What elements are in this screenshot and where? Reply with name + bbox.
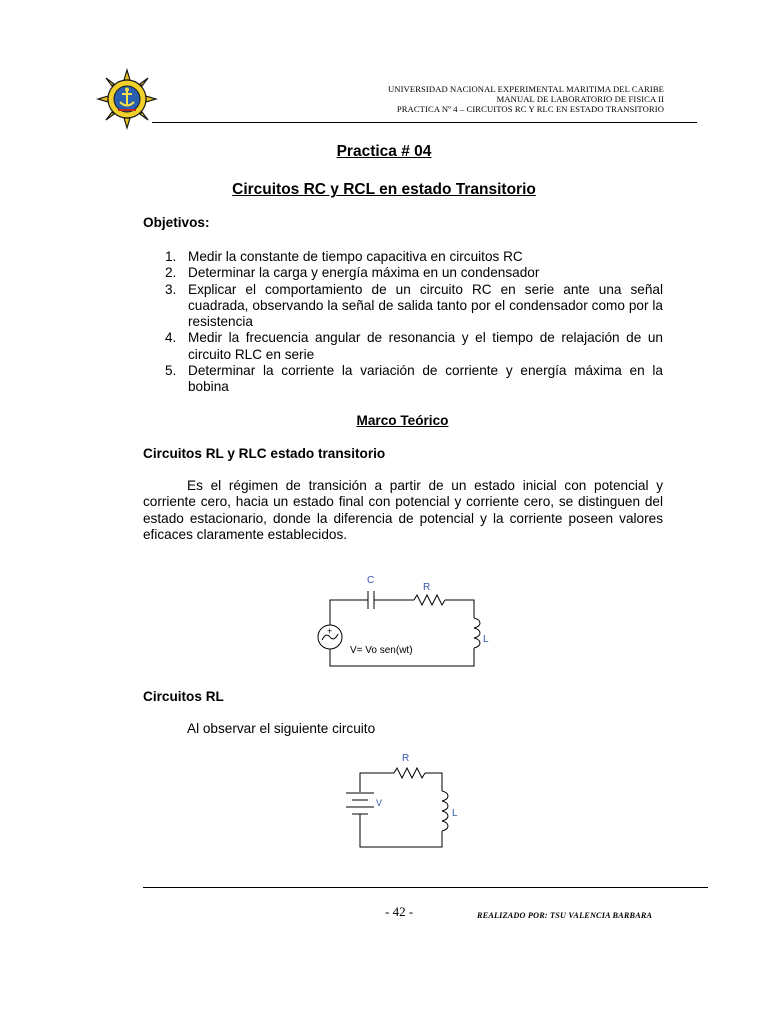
- list-text: Medir la frecuencia angular de resonancia y el tiempo de relajación de un circuito RLC en serie: [188, 330, 663, 362]
- list-number: 3.: [165, 281, 177, 297]
- capacitor-label: C: [367, 575, 375, 586]
- marco-teorico-heading: Marco Teórico: [356, 413, 449, 428]
- source-plus-label: +: [327, 626, 333, 636]
- footer-author: REALIZADO POR: TSU VALENCIA BARBARA: [477, 911, 653, 920]
- source-voltage-label: V: [376, 798, 383, 808]
- list-item: [143, 249, 663, 265]
- inductor-label: L: [483, 634, 489, 645]
- list-number: 2.: [165, 265, 177, 281]
- university-seal-logo-icon: [96, 68, 158, 130]
- rl-heading: Circuitos RL: [143, 689, 224, 704]
- list-text: Determinar la carga y energía máxima en un condensador: [188, 265, 540, 281]
- battery-icon: [346, 793, 374, 814]
- list-number: 4.: [165, 330, 177, 346]
- list-item: [143, 363, 663, 396]
- page-number: - 42 -: [385, 904, 414, 919]
- list-number: 5.: [165, 363, 177, 379]
- rl-rlc-heading: Circuitos RL y RLC estado transitorio: [143, 446, 386, 461]
- resistor-label: R: [423, 582, 431, 593]
- list-text: Explicar el comportamiento de un circuito RC en serie ante una señal cuadrada, observando la señal de salida tanto por el condensador como por la resistencia: [188, 281, 663, 330]
- list-item: [143, 330, 663, 363]
- inductor-icon: [474, 618, 480, 648]
- rl-rlc-paragraph: Es el régimen de transición a partir de un estado inicial con potencial y corriente cero, hacia un estado final con potencial y corriente cero, se distinguen del estado estacionario, donde la diferencia de potencial y la corriente poseen valores eficaces claramente establecidos.: [143, 478, 663, 543]
- list-number: 1.: [165, 249, 177, 264]
- list-item: [143, 282, 663, 331]
- rl-intro-text: Al observar el siguiente circuito: [187, 721, 376, 736]
- document-header: [234, 84, 664, 114]
- header-manual: MANUAL DE LABORATORIO DE FISICA II: [496, 94, 664, 104]
- page-subtitle: Circuitos RC y RCL en estado Transitorio: [232, 181, 536, 198]
- resistor-icon: [414, 595, 445, 605]
- objectives-list: [143, 249, 663, 396]
- resistor-label: R: [402, 753, 410, 764]
- list-item: [143, 265, 663, 281]
- rlc-circuit-diagram: [306, 570, 496, 670]
- header-university: UNIVERSIDAD NACIONAL EXPERIMENTAL MARITIMA DEL CARIBE: [387, 84, 664, 94]
- objectives-heading: Objetivos:: [143, 215, 210, 230]
- header-practice: PRACTICA Nº 4 – CIRCUITOS RC Y RLC EN ESTADO TRANSITORIO: [396, 104, 664, 114]
- resistor-icon: [394, 768, 425, 778]
- inductor-icon: [442, 791, 448, 831]
- source-voltage-label: V= Vo sen(wt): [350, 645, 413, 656]
- rl-circuit-diagram: [336, 748, 466, 852]
- page-title: Practica # 04: [336, 143, 432, 160]
- footer-divider: [143, 887, 708, 888]
- inductor-label: L: [452, 808, 458, 819]
- header-divider: [152, 122, 697, 123]
- list-text: Medir la constante de tiempo capacitiva en circuitos RC: [188, 249, 523, 264]
- list-text: Determinar la corriente la variación de corriente y energía máxima en la bobina: [188, 363, 663, 395]
